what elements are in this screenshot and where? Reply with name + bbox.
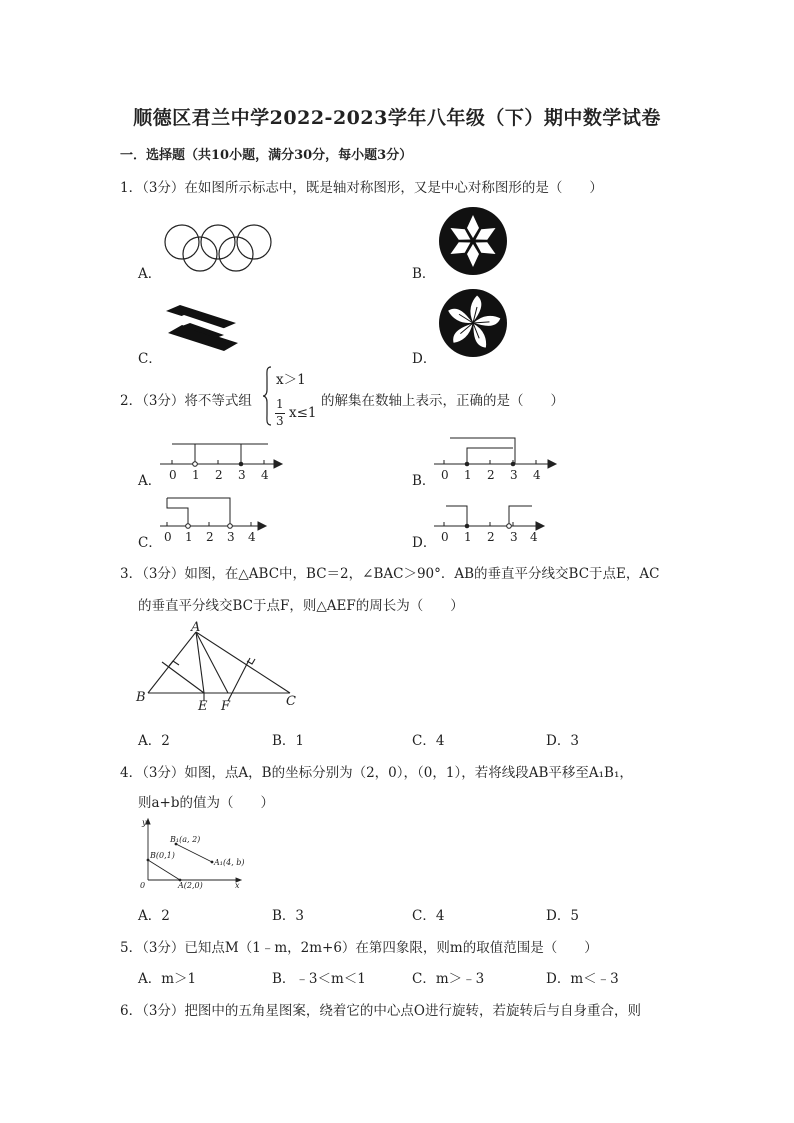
q4-option-d: D．5 [546, 908, 579, 924]
q4-option-a: A．2 [138, 908, 170, 924]
q2-option-d: D． [412, 535, 437, 551]
tick-3: 3 [238, 468, 246, 482]
number-line-c [158, 496, 268, 542]
number-line-a [158, 440, 283, 480]
s-logo-figure [166, 305, 238, 351]
q6-stem: 6．（3分）把图中的五角星图案，绕着它的中心点O进行旋转，若旋转后与自身重合，则 [120, 1003, 641, 1019]
point-c: C [286, 694, 296, 709]
q4-option-b: B．3 [272, 908, 305, 924]
q1-option-c: C． [138, 351, 162, 367]
tick-3: 3 [510, 468, 518, 482]
q5-stem: 5．（3分）已知点M（1﹣m，2m+6）在第四象限，则m的取值范围是（ ） [120, 940, 598, 956]
star-emblem-figure [438, 206, 508, 276]
number-line-b [432, 436, 557, 480]
point-a-label: A(2,0) [178, 881, 203, 890]
tick-2: 2 [215, 468, 223, 482]
tick-4: 4 [533, 468, 541, 482]
q1-option-a: A． [138, 266, 162, 282]
q1-stem: 1．（3分）在如图所示标志中，既是轴对称图形，又是中心对称图形的是（ ） [120, 180, 603, 196]
q3-option-a: A．2 [138, 733, 170, 749]
tick-3: 3 [510, 530, 518, 544]
tick-1: 1 [464, 530, 472, 544]
q5-option-d: D．m＜﹣3 [546, 971, 619, 987]
section-heading: 一．选择题（共10小题，满分30分，每小题3分） [120, 148, 413, 163]
q4-stem-line1: 4．（3分）如图，点A，B的坐标分别为（2，0），（0，1），若将线段AB平移至A₁B₁， [120, 765, 633, 781]
point-b: B [136, 690, 146, 705]
q3-stem-line1: 3．（3分）如图，在△ABC中，BC＝2，∠BAC＞90°．AB的垂直平分线交BC于点E，AC [120, 566, 660, 582]
tick-1: 1 [464, 468, 472, 482]
tick-1: 1 [192, 468, 200, 482]
tick-4: 4 [530, 530, 538, 544]
coordinate-figure [136, 818, 246, 890]
q5-option-b: B．﹣3＜m＜1 [272, 971, 366, 987]
axis-x-label: x [235, 881, 240, 890]
axis-y-label: y [142, 818, 147, 827]
point-b-label: B(0,1) [150, 851, 175, 860]
q2-option-b: B． [412, 473, 436, 489]
tick-0: 0 [441, 530, 449, 544]
tick-1: 1 [185, 530, 193, 544]
inequality-1: x＞1 [276, 372, 306, 388]
tick-0: 0 [164, 530, 172, 544]
q2-stem-suffix: 的解集在数轴上表示，正确的是（ ） [321, 393, 564, 409]
inequality-brace [263, 366, 273, 426]
q5-option-c: C．m＞﹣3 [412, 971, 485, 987]
bauhinia-emblem-figure [438, 288, 508, 358]
q3-option-b: B．1 [272, 733, 305, 749]
q3-option-c: C．4 [412, 733, 445, 749]
tick-4: 4 [248, 530, 256, 544]
tick-3: 3 [227, 530, 235, 544]
inequality-2-denominator: 3 [276, 414, 284, 428]
triangle-abc-figure [136, 620, 306, 715]
point-e: E [198, 699, 208, 714]
tick-0: 0 [169, 468, 177, 482]
q1-option-d: D． [412, 351, 437, 367]
q3-stem-line2: 的垂直平分线交BC于点F，则△AEF的周长为（ ） [138, 598, 464, 614]
tick-2: 2 [487, 468, 495, 482]
origin-label: 0 [140, 881, 146, 890]
point-f: F [221, 699, 231, 714]
q3-option-d: D．3 [546, 733, 579, 749]
inequality-2-rest: x≤1 [289, 405, 317, 421]
tick-2: 2 [206, 530, 214, 544]
tick-4: 4 [261, 468, 269, 482]
point-b1-label: B₁(a, 2) [170, 835, 201, 844]
page-title: 顺德区君兰中学2022-2023学年八年级（下）期中数学试卷 [133, 107, 661, 129]
q1-option-b: B． [412, 266, 436, 282]
q2-option-a: A． [138, 473, 162, 489]
q5-option-a: A．m＞1 [138, 971, 197, 987]
point-a: A [191, 620, 201, 635]
olympic-rings-figure [162, 224, 272, 274]
inequality-2-numerator: 1 [276, 397, 284, 411]
tick-2: 2 [487, 530, 495, 544]
point-a1-label: A₁(4, b) [214, 858, 245, 867]
q4-option-c: C．4 [412, 908, 445, 924]
q2-stem-prefix: 2．（3分）将不等式组 [120, 393, 252, 409]
number-line-d [432, 500, 547, 542]
q2-option-c: C． [138, 535, 162, 551]
q4-stem-line2: 则a+b的值为（ ） [138, 795, 275, 811]
tick-0: 0 [441, 468, 449, 482]
